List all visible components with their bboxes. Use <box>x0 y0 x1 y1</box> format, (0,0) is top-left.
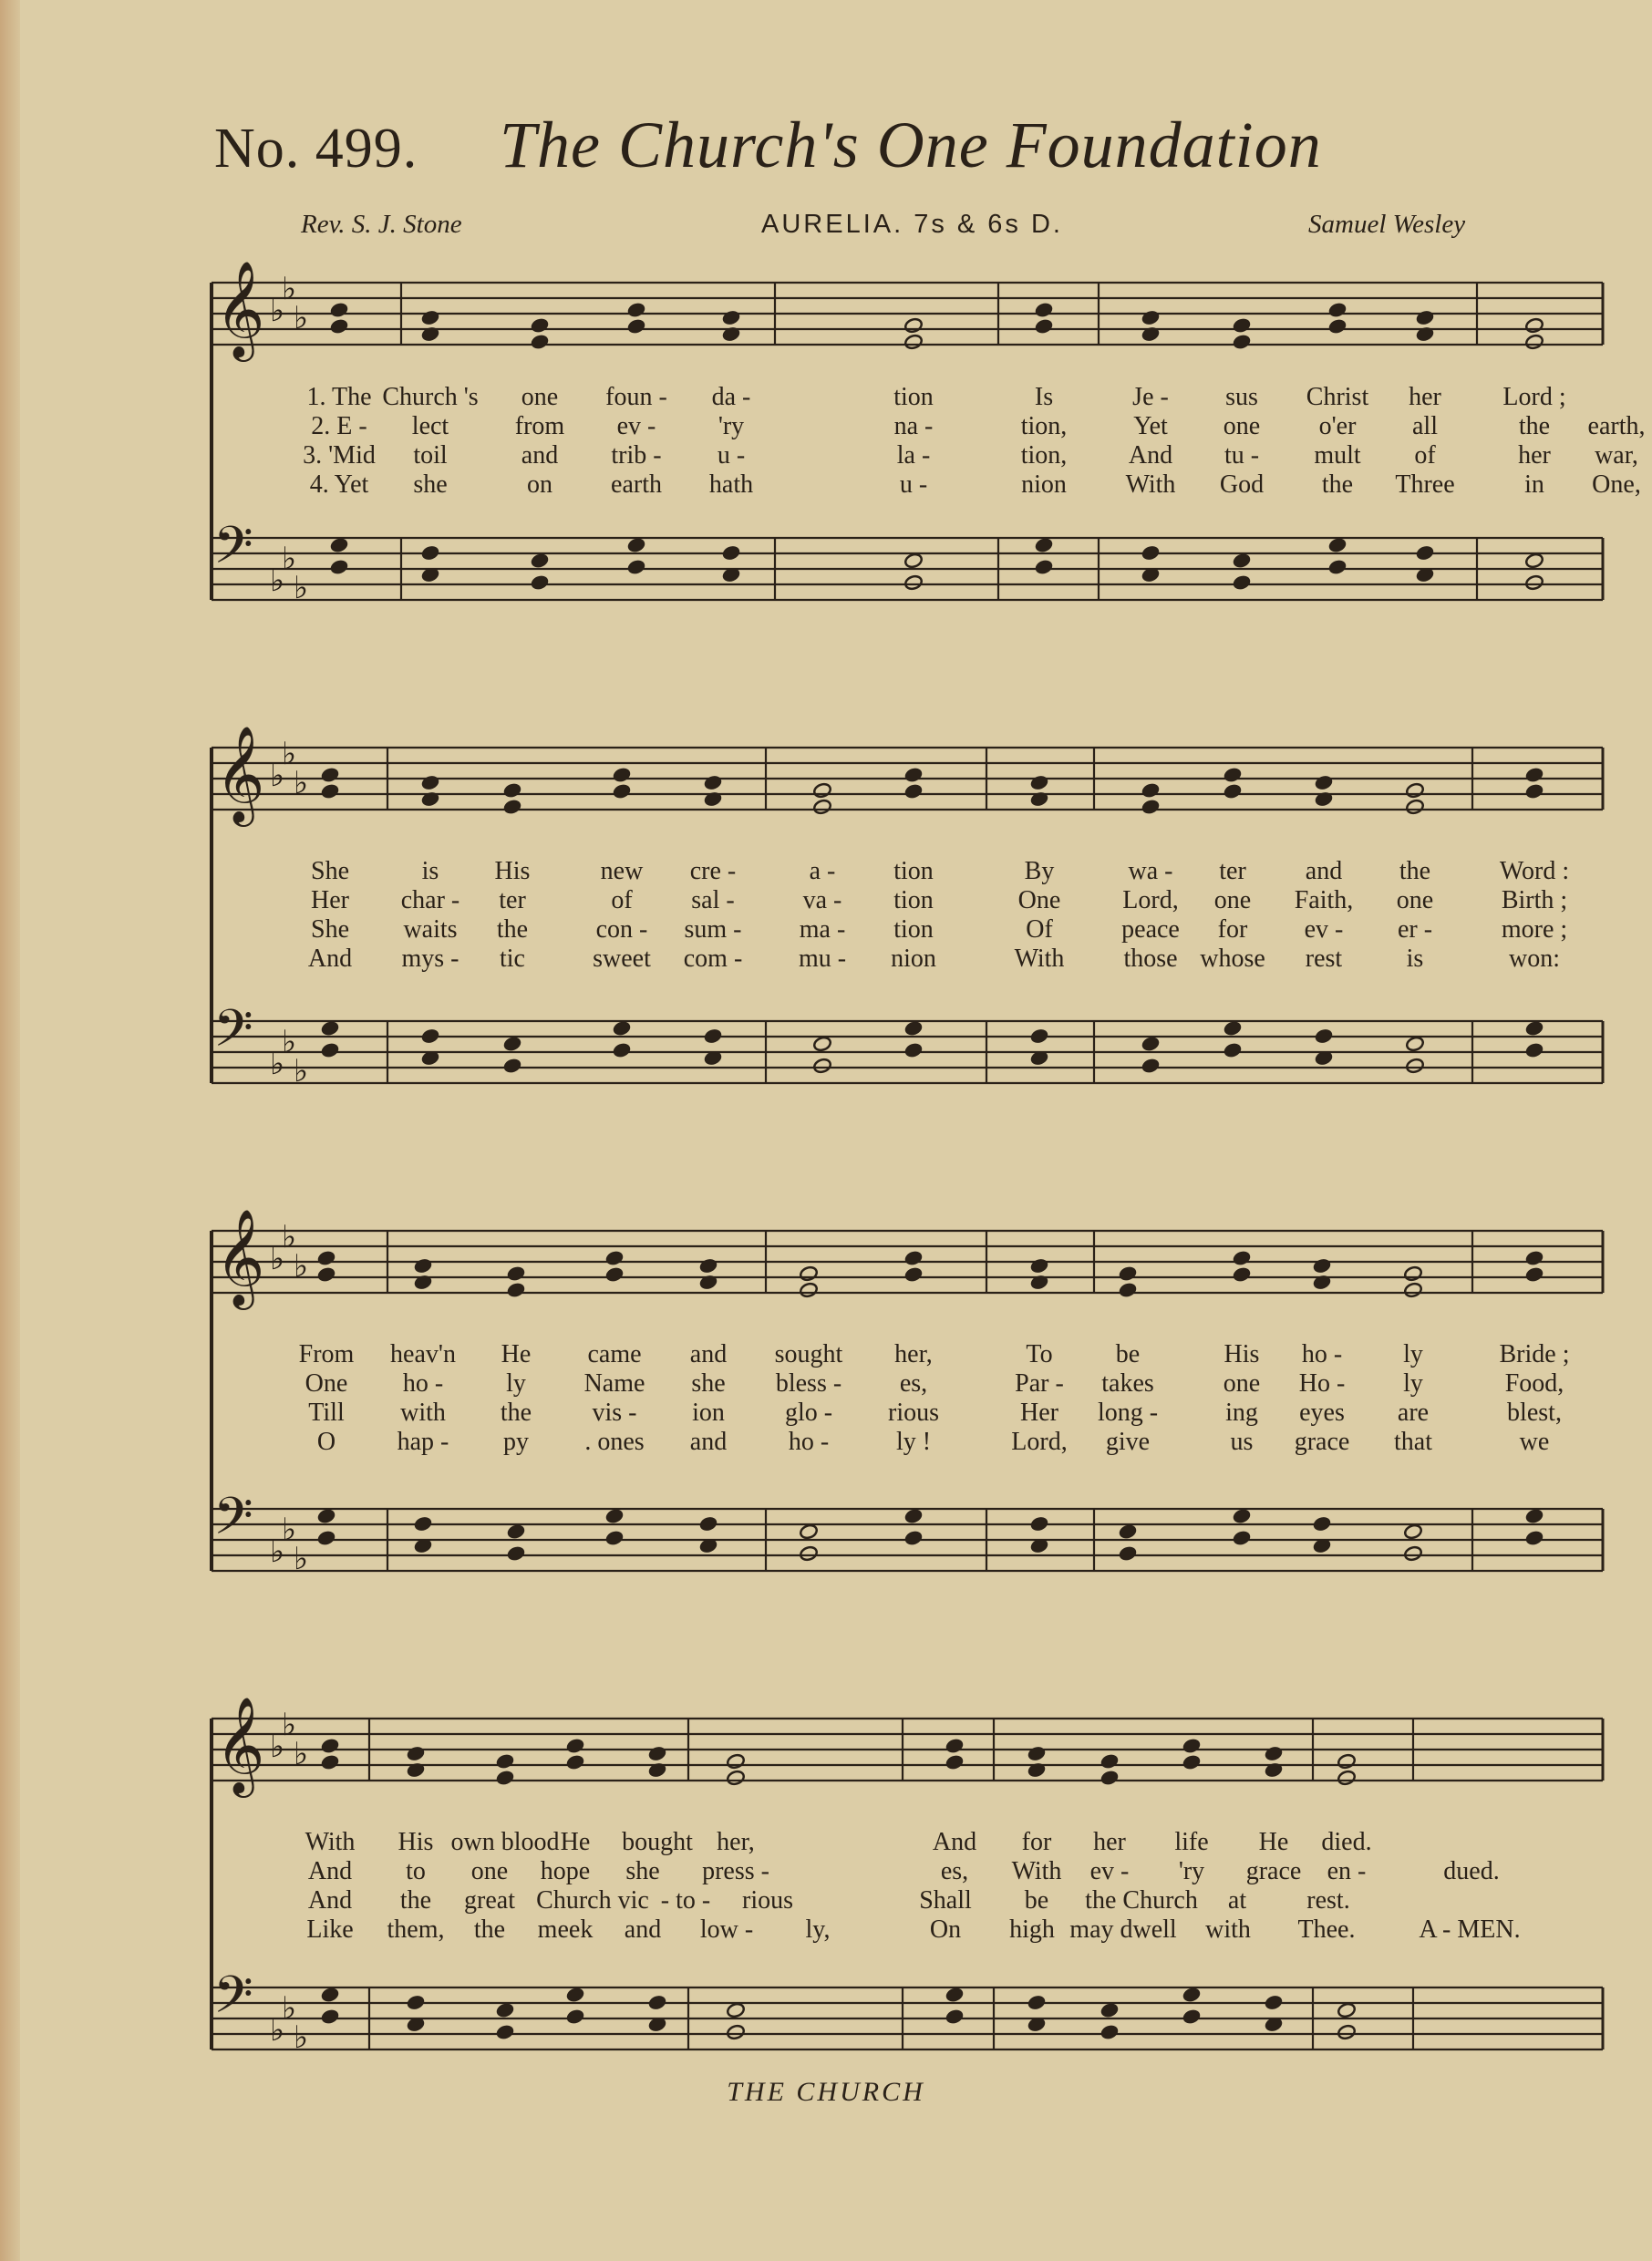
lyric-line-verse-3 <box>0 1886 1652 1915</box>
note-head <box>406 1745 425 1761</box>
lyric-syllable: she <box>691 1369 726 1398</box>
lyric-syllable: rest. <box>1306 1886 1350 1915</box>
note-head <box>726 2002 745 2018</box>
lyric-line-verse-2 <box>0 1857 1652 1886</box>
lyric-syllable: and <box>689 1428 728 1456</box>
lyric-syllable: at <box>1227 1886 1247 1915</box>
note-head <box>726 1770 745 1786</box>
flat-icon: ♭ <box>282 1024 297 1060</box>
flat-icon: ♭ <box>282 1512 297 1548</box>
lyric-syllable: sweet <box>593 945 651 973</box>
lyric-syllable: His <box>494 857 531 885</box>
note-head <box>1100 2024 1119 2040</box>
lyric-syllable: Birth ; <box>1501 886 1568 914</box>
lyric-syllable: His <box>398 1828 434 1856</box>
note-head <box>1337 2024 1356 2040</box>
lyric-syllable: char - <box>400 886 460 914</box>
bass-clef-icon: 𝄢 <box>213 1487 253 1559</box>
note-head <box>1100 1753 1119 1770</box>
lyric-syllable: ho - <box>402 1369 444 1398</box>
lyric-syllable: war, <box>1595 441 1638 470</box>
flat-icon: ♭ <box>282 736 297 772</box>
lyric-syllable: He <box>1258 1828 1289 1856</box>
lyric-syllable: ev - <box>616 412 656 440</box>
lyric-syllable: her <box>1409 383 1441 411</box>
flat-icon: ♭ <box>294 1736 309 1772</box>
note-head <box>406 1994 425 2010</box>
lyric-syllable: ly <box>1403 1340 1423 1368</box>
lyric-syllable: may dwell <box>1069 1915 1177 1944</box>
lyric-line-verse-4 <box>0 1915 1652 1945</box>
flat-icon: ♭ <box>270 2012 285 2049</box>
lyric-syllable: con - <box>595 915 648 944</box>
lyric-syllable: Word : <box>1499 857 1570 885</box>
lyric-syllable: grace <box>1294 1428 1350 1456</box>
lyric-syllable: She <box>311 915 349 944</box>
note-head <box>1264 1745 1283 1761</box>
lyric-syllable: ter <box>1219 857 1246 885</box>
lyric-syllable: the <box>1518 412 1551 440</box>
lyric-syllable: the <box>496 915 529 944</box>
note-head <box>1182 1754 1201 1771</box>
lyric-syllable: high <box>1009 1915 1055 1944</box>
lyric-syllable: To <box>1026 1340 1053 1368</box>
lyric-syllable: God <box>1219 470 1265 499</box>
lyric-syllable: la - <box>896 441 931 470</box>
note-head <box>565 1738 584 1754</box>
lyric-syllable: Je - <box>1132 383 1169 411</box>
bass-clef-icon: 𝄢 <box>213 999 253 1071</box>
lyric-syllable: sus <box>1225 383 1258 411</box>
lyric-syllable: the <box>1321 470 1354 499</box>
note-head <box>320 1754 339 1771</box>
lyric-syllable: He <box>560 1828 591 1856</box>
lyric-syllable: rest <box>1305 945 1343 973</box>
lyric-syllable: with <box>400 1399 446 1427</box>
lyric-syllable: sum - <box>684 915 742 944</box>
lyric-syllable: the <box>473 1915 506 1944</box>
note-head <box>647 1994 666 2010</box>
lyric-syllable: glo - <box>784 1399 833 1427</box>
lyric-syllable: own blood <box>450 1828 560 1856</box>
hymn-title: The Church's One Foundation <box>500 108 1322 181</box>
note-head <box>726 1753 745 1770</box>
lyric-syllable: rious <box>742 1886 793 1915</box>
lyric-syllable: And <box>307 945 353 973</box>
note-head <box>945 1738 964 1754</box>
lyric-syllable: toil <box>413 441 448 470</box>
lyric-syllable: 4. Yet <box>309 470 369 499</box>
lyric-syllable: Lord, <box>1122 886 1179 914</box>
lyric-syllable: the <box>1399 857 1431 885</box>
lyric-syllable: er - <box>1397 915 1433 944</box>
lyric-syllable: in <box>1524 470 1544 499</box>
flat-icon: ♭ <box>294 1541 309 1577</box>
lyric-syllable: on <box>527 470 552 499</box>
lyric-syllable: and <box>624 1915 662 1944</box>
lyric-syllable: her <box>1093 1828 1126 1856</box>
lyric-syllable: ion <box>692 1399 725 1427</box>
lyric-syllable: Shall <box>919 1886 972 1915</box>
lyric-syllable: Of <box>1026 915 1053 944</box>
bass-staff <box>212 1966 1603 2056</box>
lyric-syllable: tion, <box>1020 412 1068 440</box>
lyric-line-verse-1 <box>0 1828 1652 1857</box>
lyric-syllable: all <box>1412 412 1438 440</box>
lyric-syllable: her <box>1518 441 1551 470</box>
lyric-syllable: . ones <box>584 1428 645 1456</box>
note-head <box>726 2024 745 2040</box>
lyric-syllable: mu - <box>798 945 847 973</box>
lyric-syllable: mult <box>1314 441 1361 470</box>
lyric-syllable: 1. The <box>306 383 372 411</box>
lyric-syllable: nion <box>891 945 936 973</box>
lyric-syllable: Name <box>583 1369 645 1398</box>
treble-clef-icon: 𝄞 <box>215 1208 265 1306</box>
lyric-syllable: es, <box>940 1857 969 1885</box>
lyric-syllable: grace <box>1245 1857 1302 1885</box>
flat-icon: ♭ <box>294 300 309 336</box>
lyric-syllable: and <box>521 441 559 470</box>
lyric-syllable: won: <box>1509 945 1560 973</box>
lyric-syllable: 'ry <box>1178 1857 1205 1885</box>
lyric-syllable: be <box>1115 1340 1141 1368</box>
lyric-syllable: heav'n <box>390 1340 456 1368</box>
lyric-syllable: bless - <box>775 1369 842 1398</box>
lyric-syllable: Is <box>1034 383 1054 411</box>
lyric-syllable: press - <box>702 1857 769 1885</box>
flat-icon: ♭ <box>270 1046 285 1082</box>
page-footer: THE CHURCH <box>727 2077 925 2107</box>
note-head <box>495 2024 514 2040</box>
lyric-syllable: the Church <box>1085 1886 1198 1915</box>
lyric-syllable: one <box>1223 412 1261 440</box>
lyric-syllable: and <box>1305 857 1343 885</box>
lyric-syllable: she <box>625 1857 660 1885</box>
flat-icon: ♭ <box>282 1219 297 1255</box>
lyric-syllable: she <box>413 470 448 499</box>
lyric-syllable: A - MEN. <box>1419 1915 1521 1944</box>
lyric-syllable: And <box>307 1857 353 1885</box>
lyric-syllable: tu - <box>1224 441 1260 470</box>
lyric-syllable: rious <box>888 1399 939 1427</box>
lyric-syllable: Till <box>308 1399 345 1427</box>
note-head <box>565 1987 584 2003</box>
lyric-syllable: na - <box>893 412 934 440</box>
lyric-syllable: u - <box>899 470 928 499</box>
lyric-syllable: Christ <box>1306 383 1369 411</box>
lyric-syllable: from <box>514 412 565 440</box>
lyric-syllable: Lord ; <box>1502 383 1566 411</box>
lyric-syllable: With <box>1014 945 1065 973</box>
lyric-syllable: ly, <box>805 1915 831 1944</box>
lyric-syllable: for <box>1021 1828 1052 1856</box>
note-head <box>565 2008 584 2025</box>
lyric-syllable: o'er <box>1318 412 1357 440</box>
lyric-syllable: And <box>307 1886 353 1915</box>
note-head <box>1264 1994 1283 2010</box>
lyric-syllable: Thee. <box>1297 1915 1356 1944</box>
lyric-syllable: - to - <box>660 1886 711 1915</box>
lyric-syllable: 2. E - <box>311 412 367 440</box>
lyric-syllable: more ; <box>1501 915 1568 944</box>
lyric-syllable: She <box>311 857 349 885</box>
lyric-syllable: mys - <box>401 945 459 973</box>
lyric-syllable: foun - <box>605 383 667 411</box>
lyric-syllable: va - <box>802 886 842 914</box>
note-head <box>1100 2002 1119 2018</box>
lyric-syllable: died. <box>1321 1828 1372 1856</box>
note-head <box>1100 1770 1119 1786</box>
note-head <box>495 2002 514 2018</box>
lyric-syllable: One <box>305 1369 348 1398</box>
hymn-author: Rev. S. J. Stone <box>301 210 462 239</box>
lyric-syllable: them, <box>387 1915 445 1944</box>
lyric-syllable: Faith, <box>1294 886 1354 914</box>
note-head <box>945 2008 964 2025</box>
flat-icon: ♭ <box>282 1707 297 1743</box>
note-head <box>1182 1987 1201 2003</box>
lyric-syllable: whose <box>1200 945 1265 973</box>
lyric-syllable: is <box>1406 945 1424 973</box>
lyric-syllable: dued. <box>1443 1857 1500 1885</box>
lyric-syllable: came <box>587 1340 642 1368</box>
lyric-syllable: Par - <box>1015 1369 1064 1398</box>
lyric-syllable: peace <box>1121 915 1180 944</box>
lyric-syllable: waits <box>403 915 458 944</box>
lyric-syllable: her, <box>717 1828 755 1856</box>
lyric-syllable: ter <box>499 886 526 914</box>
lyric-syllable: Yet <box>1133 412 1168 440</box>
lyric-syllable: great <box>464 1886 515 1915</box>
note-head <box>320 2008 339 2025</box>
lyric-syllable: her, <box>894 1340 933 1368</box>
note-head <box>1337 1753 1356 1770</box>
note-head <box>495 1770 514 1786</box>
lyric-syllable: ev - <box>1089 1857 1130 1885</box>
lyric-syllable: bought <box>622 1828 693 1856</box>
lyric-syllable: tion <box>893 383 934 411</box>
note-head <box>565 1754 584 1771</box>
lyric-syllable: com - <box>683 945 743 973</box>
lyric-syllable: tion <box>893 857 934 885</box>
lyric-syllable: earth, <box>1587 412 1646 440</box>
lyric-syllable: u - <box>717 441 746 470</box>
lyric-syllable: new <box>600 857 644 885</box>
lyric-syllable: of <box>611 886 633 914</box>
lyric-syllable: Her <box>311 886 349 914</box>
flat-icon: ♭ <box>270 563 285 599</box>
lyric-syllable: Her <box>1020 1399 1058 1427</box>
note-head <box>945 1987 964 2003</box>
lyric-syllable: and <box>689 1340 728 1368</box>
lyric-syllable: ev - <box>1304 915 1344 944</box>
lyric-syllable: wa - <box>1128 857 1173 885</box>
lyric-syllable: Church 's <box>382 383 479 411</box>
lyric-syllable: tic <box>500 945 525 973</box>
treble-clef-icon: 𝄞 <box>215 725 265 822</box>
lyric-syllable: And <box>932 1828 977 1856</box>
lyric-syllable: ho - <box>1301 1340 1343 1368</box>
lyric-syllable: one <box>470 1857 509 1885</box>
lyric-syllable: be <box>1024 1886 1049 1915</box>
lyric-syllable: From <box>298 1340 355 1368</box>
lyric-syllable: With <box>1125 470 1176 499</box>
lyric-syllable: With <box>1011 1857 1062 1885</box>
lyric-syllable: On <box>929 1915 962 1944</box>
lyric-syllable: tion <box>893 915 934 944</box>
note-head <box>1182 2008 1201 2025</box>
lyric-syllable: cre - <box>689 857 737 885</box>
lyric-syllable: ly <box>1403 1369 1423 1398</box>
lyric-syllable: us <box>1230 1428 1254 1456</box>
lyric-syllable: sought <box>774 1340 843 1368</box>
flat-icon: ♭ <box>270 293 285 329</box>
lyric-syllable: hath <box>708 470 754 499</box>
lyric-syllable: lect <box>411 412 449 440</box>
lyric-syllable: to <box>406 1857 426 1885</box>
lyric-syllable: Bride ; <box>1499 1340 1570 1368</box>
lyric-syllable: blest, <box>1507 1399 1562 1427</box>
lyric-syllable: es, <box>899 1369 928 1398</box>
lyric-syllable: meek <box>537 1915 594 1944</box>
lyric-syllable: hap - <box>397 1428 449 1456</box>
lyric-syllable: of <box>1414 441 1436 470</box>
note-head <box>1337 2002 1356 2018</box>
lyric-syllable: py <box>503 1428 529 1456</box>
lyric-syllable: the <box>399 1886 432 1915</box>
flat-icon: ♭ <box>270 758 285 794</box>
note-head <box>320 1738 339 1754</box>
lyric-syllable: By <box>1024 857 1055 885</box>
treble-staff <box>212 1696 1603 1798</box>
bass-clef-icon: 𝄢 <box>213 1966 253 2038</box>
lyric-syllable: nion <box>1021 470 1067 499</box>
lyric-syllable: life <box>1174 1828 1209 1856</box>
note-head <box>320 1987 339 2003</box>
lyric-syllable: vis - <box>592 1399 637 1427</box>
note-head <box>1027 1745 1046 1761</box>
lyric-syllable: tion <box>893 886 934 914</box>
tune-name: AURELIA. 7s & 6s D. <box>761 210 1063 239</box>
flat-icon: ♭ <box>294 1248 309 1285</box>
lyric-syllable: en - <box>1327 1857 1367 1885</box>
lyrics-block <box>0 1828 1652 1956</box>
note-head <box>647 1745 666 1761</box>
lyric-syllable: One <box>1017 886 1061 914</box>
lyric-syllable: one <box>521 383 559 411</box>
lyric-syllable: we <box>1519 1428 1550 1456</box>
lyric-syllable: One, <box>1592 470 1641 499</box>
flat-icon: ♭ <box>294 570 309 606</box>
lyric-syllable: give <box>1105 1428 1151 1456</box>
hymn-composer: Samuel Wesley <box>1308 210 1466 239</box>
lyric-syllable: that <box>1394 1428 1432 1456</box>
lyric-syllable: low - <box>699 1915 754 1944</box>
lyric-syllable: His <box>1224 1340 1260 1368</box>
lyric-syllable: for <box>1217 915 1248 944</box>
lyric-syllable: are <box>1397 1399 1430 1427</box>
lyric-syllable: earth <box>611 470 662 499</box>
lyric-syllable: trib - <box>611 441 662 470</box>
lyric-syllable: one <box>1223 1369 1261 1398</box>
lyric-syllable: 3. 'Mid <box>303 441 376 470</box>
lyric-syllable: Food, <box>1504 1369 1564 1398</box>
lyric-syllable: ho - <box>788 1428 830 1456</box>
lyric-syllable: tion, <box>1020 441 1068 470</box>
flat-icon: ♭ <box>270 1241 285 1277</box>
hymn-number: No. 499. <box>214 118 418 180</box>
flat-icon: ♭ <box>294 765 309 801</box>
lyric-syllable: is <box>421 857 439 885</box>
note-head <box>945 1754 964 1771</box>
lyric-syllable: Lord, <box>1011 1428 1068 1456</box>
lyric-syllable: one <box>1396 886 1434 914</box>
lyric-syllable: da - <box>711 383 751 411</box>
note-head <box>1337 1770 1356 1786</box>
flat-icon: ♭ <box>282 1990 297 2027</box>
lyric-syllable: those <box>1123 945 1178 973</box>
flat-icon: ♭ <box>294 1053 309 1089</box>
lyric-syllable: Three <box>1395 470 1455 499</box>
lyric-syllable: ing <box>1225 1399 1258 1427</box>
lyric-syllable: long - <box>1097 1399 1159 1427</box>
flat-icon: ♭ <box>282 541 297 577</box>
lyric-syllable: the <box>500 1399 532 1427</box>
treble-clef-icon: 𝄞 <box>215 1696 265 1793</box>
lyric-syllable: Church vic <box>536 1886 649 1915</box>
lyric-syllable: sal - <box>691 886 735 914</box>
treble-clef-icon: 𝄞 <box>215 260 265 357</box>
lyric-syllable: ly ! <box>895 1428 932 1456</box>
note-head <box>1182 1738 1201 1754</box>
lyric-syllable: Like <box>306 1915 354 1944</box>
flat-icon: ♭ <box>270 1729 285 1765</box>
lyric-syllable: O <box>316 1428 336 1456</box>
lyric-syllable: 'ry <box>718 412 745 440</box>
lyric-syllable: takes <box>1101 1369 1154 1398</box>
note-head <box>1027 1994 1046 2010</box>
lyric-syllable: Ho - <box>1298 1369 1346 1398</box>
bass-clef-icon: 𝄢 <box>213 516 253 588</box>
flat-icon: ♭ <box>294 2019 309 2056</box>
lyric-syllable: ma - <box>799 915 846 944</box>
lyric-syllable: He <box>501 1340 532 1368</box>
lyric-syllable: hope <box>540 1857 591 1885</box>
lyric-syllable: one <box>1213 886 1252 914</box>
flat-icon: ♭ <box>270 1533 285 1570</box>
lyric-syllable: a - <box>809 857 836 885</box>
lyric-syllable: eyes <box>1299 1399 1345 1427</box>
lyric-syllable: ly <box>506 1369 526 1398</box>
lyric-syllable: With <box>305 1828 356 1856</box>
lyric-syllable: And <box>1128 441 1173 470</box>
note-head <box>495 1753 514 1770</box>
flat-icon: ♭ <box>282 271 297 307</box>
lyric-syllable: with <box>1205 1915 1251 1944</box>
